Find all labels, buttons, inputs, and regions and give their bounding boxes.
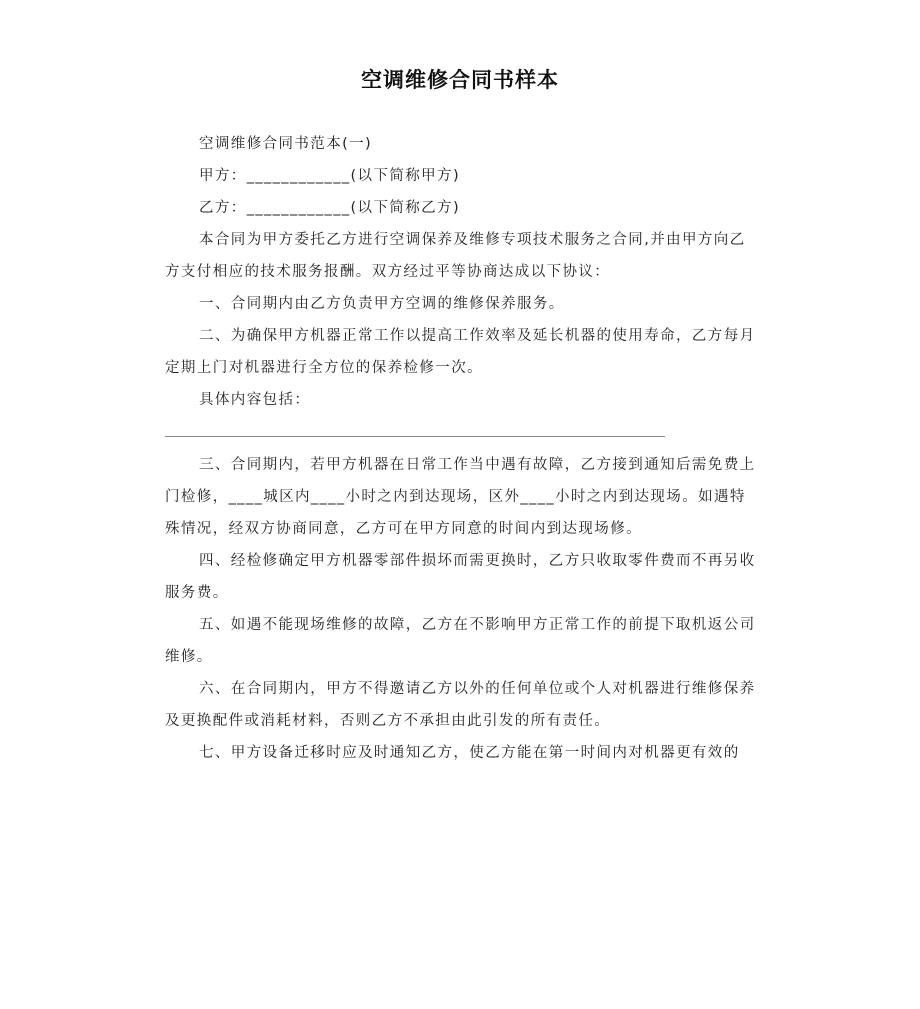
paragraph-clause-3: 三、合同期内，若甲方机器在日常工作当中遇有故障，乙方接到通知后需免费上门检修，____城区内____小时之内到达现场，区外____小时之内到达现场。如遇特殊情况，经双方协商同意，乙方可在甲方同意的时间内到达现场修。: [165, 457, 756, 537]
paragraph-content-label: 具体内容包括：: [199, 392, 311, 408]
paragraph-party-a: 甲方：____________(以下简称甲方): [199, 168, 461, 184]
fill-in-line: [165, 436, 665, 437]
paragraph-clause-7: 七、甲方设备迁移时应及时通知乙方，使乙方能在第一时间内对机器更有效的: [199, 745, 740, 761]
paragraph-clause-1: 一、合同期内由乙方负责甲方空调的维修保养服务。: [199, 296, 565, 312]
paragraph-party-b: 乙方：____________(以下简称乙方): [199, 200, 461, 216]
document-body: [165, 128, 758, 769]
paragraph-preamble: 本合同为甲方委托乙方进行空调保养及维修专项技术服务之合同,并由甲方向乙方支付相应的技术服务报酬。双方经过平等协商达成以下协议：: [165, 232, 746, 280]
paragraph-subtitle: 空调维修合同书范本(一): [199, 136, 373, 152]
paragraph-clause-2: 二、为确保甲方机器正常工作以提高工作效率及延长机器的使用寿命，乙方每月定期上门对机器进行全方位的保养检修一次。: [165, 328, 756, 376]
paragraph-clause-4: 四、经检修确定甲方机器零部件损坏而需更换时，乙方只收取零件费而不再另收服务费。: [165, 553, 756, 601]
paragraph-clause-6: 六、在合同期内，甲方不得邀请乙方以外的任何单位或个人对机器进行维修保养及更换配件或消耗材料，否则乙方不承担由此引发的所有责任。: [165, 681, 756, 729]
document-title: 空调维修合同书样本: [361, 68, 559, 92]
paragraph-clause-5: 五、如遇不能现场维修的故障，乙方在不影响甲方正常工作的前提下取机返公司维修。: [165, 617, 756, 665]
